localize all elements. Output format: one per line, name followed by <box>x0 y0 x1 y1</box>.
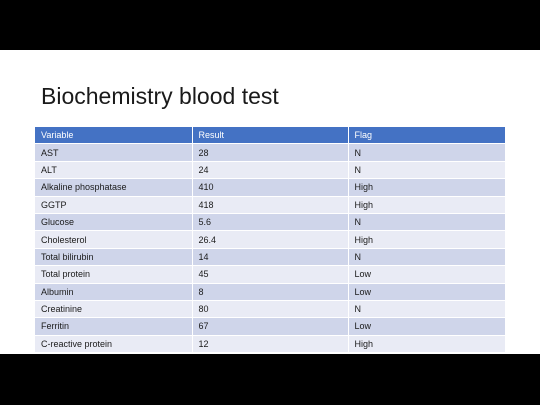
cell-result: 410 <box>192 179 348 196</box>
table-row <box>35 213 505 230</box>
cell-variable: Creatinine <box>35 300 192 317</box>
table-row <box>35 161 505 178</box>
cell-flag: N <box>348 213 505 230</box>
cell-flag: Low <box>348 283 505 300</box>
cell-result: 80 <box>192 300 348 317</box>
table-row <box>35 300 505 317</box>
table-row <box>35 283 505 300</box>
cell-result: 8 <box>192 283 348 300</box>
cell-flag: High <box>348 196 505 213</box>
cell-flag: N <box>348 248 505 265</box>
header-variable: Variable <box>35 127 192 144</box>
slide <box>0 50 540 354</box>
table-row <box>35 318 505 335</box>
table-header-row <box>35 127 505 144</box>
cell-flag: Low <box>348 318 505 335</box>
cell-variable: Ferritin <box>35 318 192 335</box>
cell-variable: Total protein <box>35 266 192 283</box>
cell-flag: N <box>348 300 505 317</box>
cell-variable: GGTP <box>35 196 192 213</box>
cell-flag: High <box>348 179 505 196</box>
cell-flag: High <box>348 335 505 352</box>
cell-variable: Alkaline phosphatase <box>35 179 192 196</box>
slide-title: Biochemistry blood test <box>41 83 279 109</box>
table-row <box>35 144 505 161</box>
cell-variable: C-reactive protein <box>35 335 192 352</box>
cell-variable: ALT <box>35 161 192 178</box>
header-flag: Flag <box>348 127 505 144</box>
cell-result: 418 <box>192 196 348 213</box>
cell-variable: Albumin <box>35 283 192 300</box>
cell-result: 45 <box>192 266 348 283</box>
table-row <box>35 266 505 283</box>
cell-flag: N <box>348 161 505 178</box>
table-row <box>35 248 505 265</box>
cell-result: 24 <box>192 161 348 178</box>
cell-result: 28 <box>192 144 348 161</box>
cell-flag: Low <box>348 266 505 283</box>
table-row <box>35 179 505 196</box>
header-result: Result <box>192 127 348 144</box>
cell-flag: N <box>348 144 505 161</box>
cell-variable: Cholesterol <box>35 231 192 248</box>
cell-flag: High <box>348 231 505 248</box>
cell-variable: AST <box>35 144 192 161</box>
cell-result: 14 <box>192 248 348 265</box>
blood-test-table <box>35 127 505 352</box>
cell-result: 26.4 <box>192 231 348 248</box>
cell-variable: Total bilirubin <box>35 248 192 265</box>
cell-result: 5.6 <box>192 213 348 230</box>
cell-result: 12 <box>192 335 348 352</box>
cell-variable: Glucose <box>35 213 192 230</box>
table-row <box>35 196 505 213</box>
table-row <box>35 335 505 352</box>
cell-result: 67 <box>192 318 348 335</box>
table-row <box>35 231 505 248</box>
